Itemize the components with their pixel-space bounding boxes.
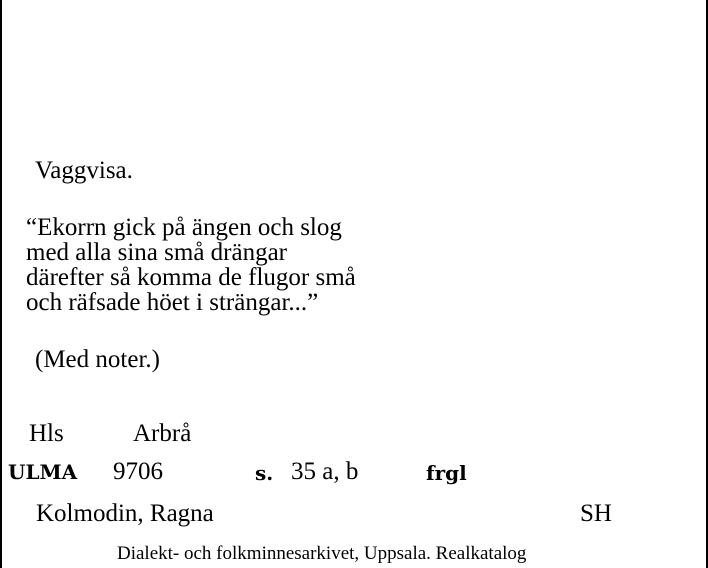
card-left-border <box>0 0 2 568</box>
province-code: Hls <box>29 420 64 447</box>
poem-line-2: med alla sina små drängar <box>26 239 288 266</box>
poem-line-4: och räfsade höet i strängar...” <box>26 289 319 316</box>
archive-label: ULMA <box>8 460 78 484</box>
page-value: 35 a, b <box>291 458 359 485</box>
poem-line-3: därefter så komma de flugor små <box>26 264 356 291</box>
page-label: s. <box>255 461 274 485</box>
note-text: (Med noter.) <box>35 346 160 373</box>
informant-name: Kolmodin, Ragna <box>36 500 214 527</box>
archive-footer: Dialekt- och folkminnesarkivet, Uppsala. Realkatalog <box>117 543 527 564</box>
type-code: frgl <box>426 461 467 485</box>
card-title: Vaggvisa. <box>35 157 133 184</box>
recorder-code: SH <box>580 500 612 527</box>
parish-name: Arbrå <box>133 420 192 447</box>
archive-number: 9706 <box>113 458 163 485</box>
poem-line-1: “Ekorrn gick på ängen och slog <box>26 214 342 241</box>
